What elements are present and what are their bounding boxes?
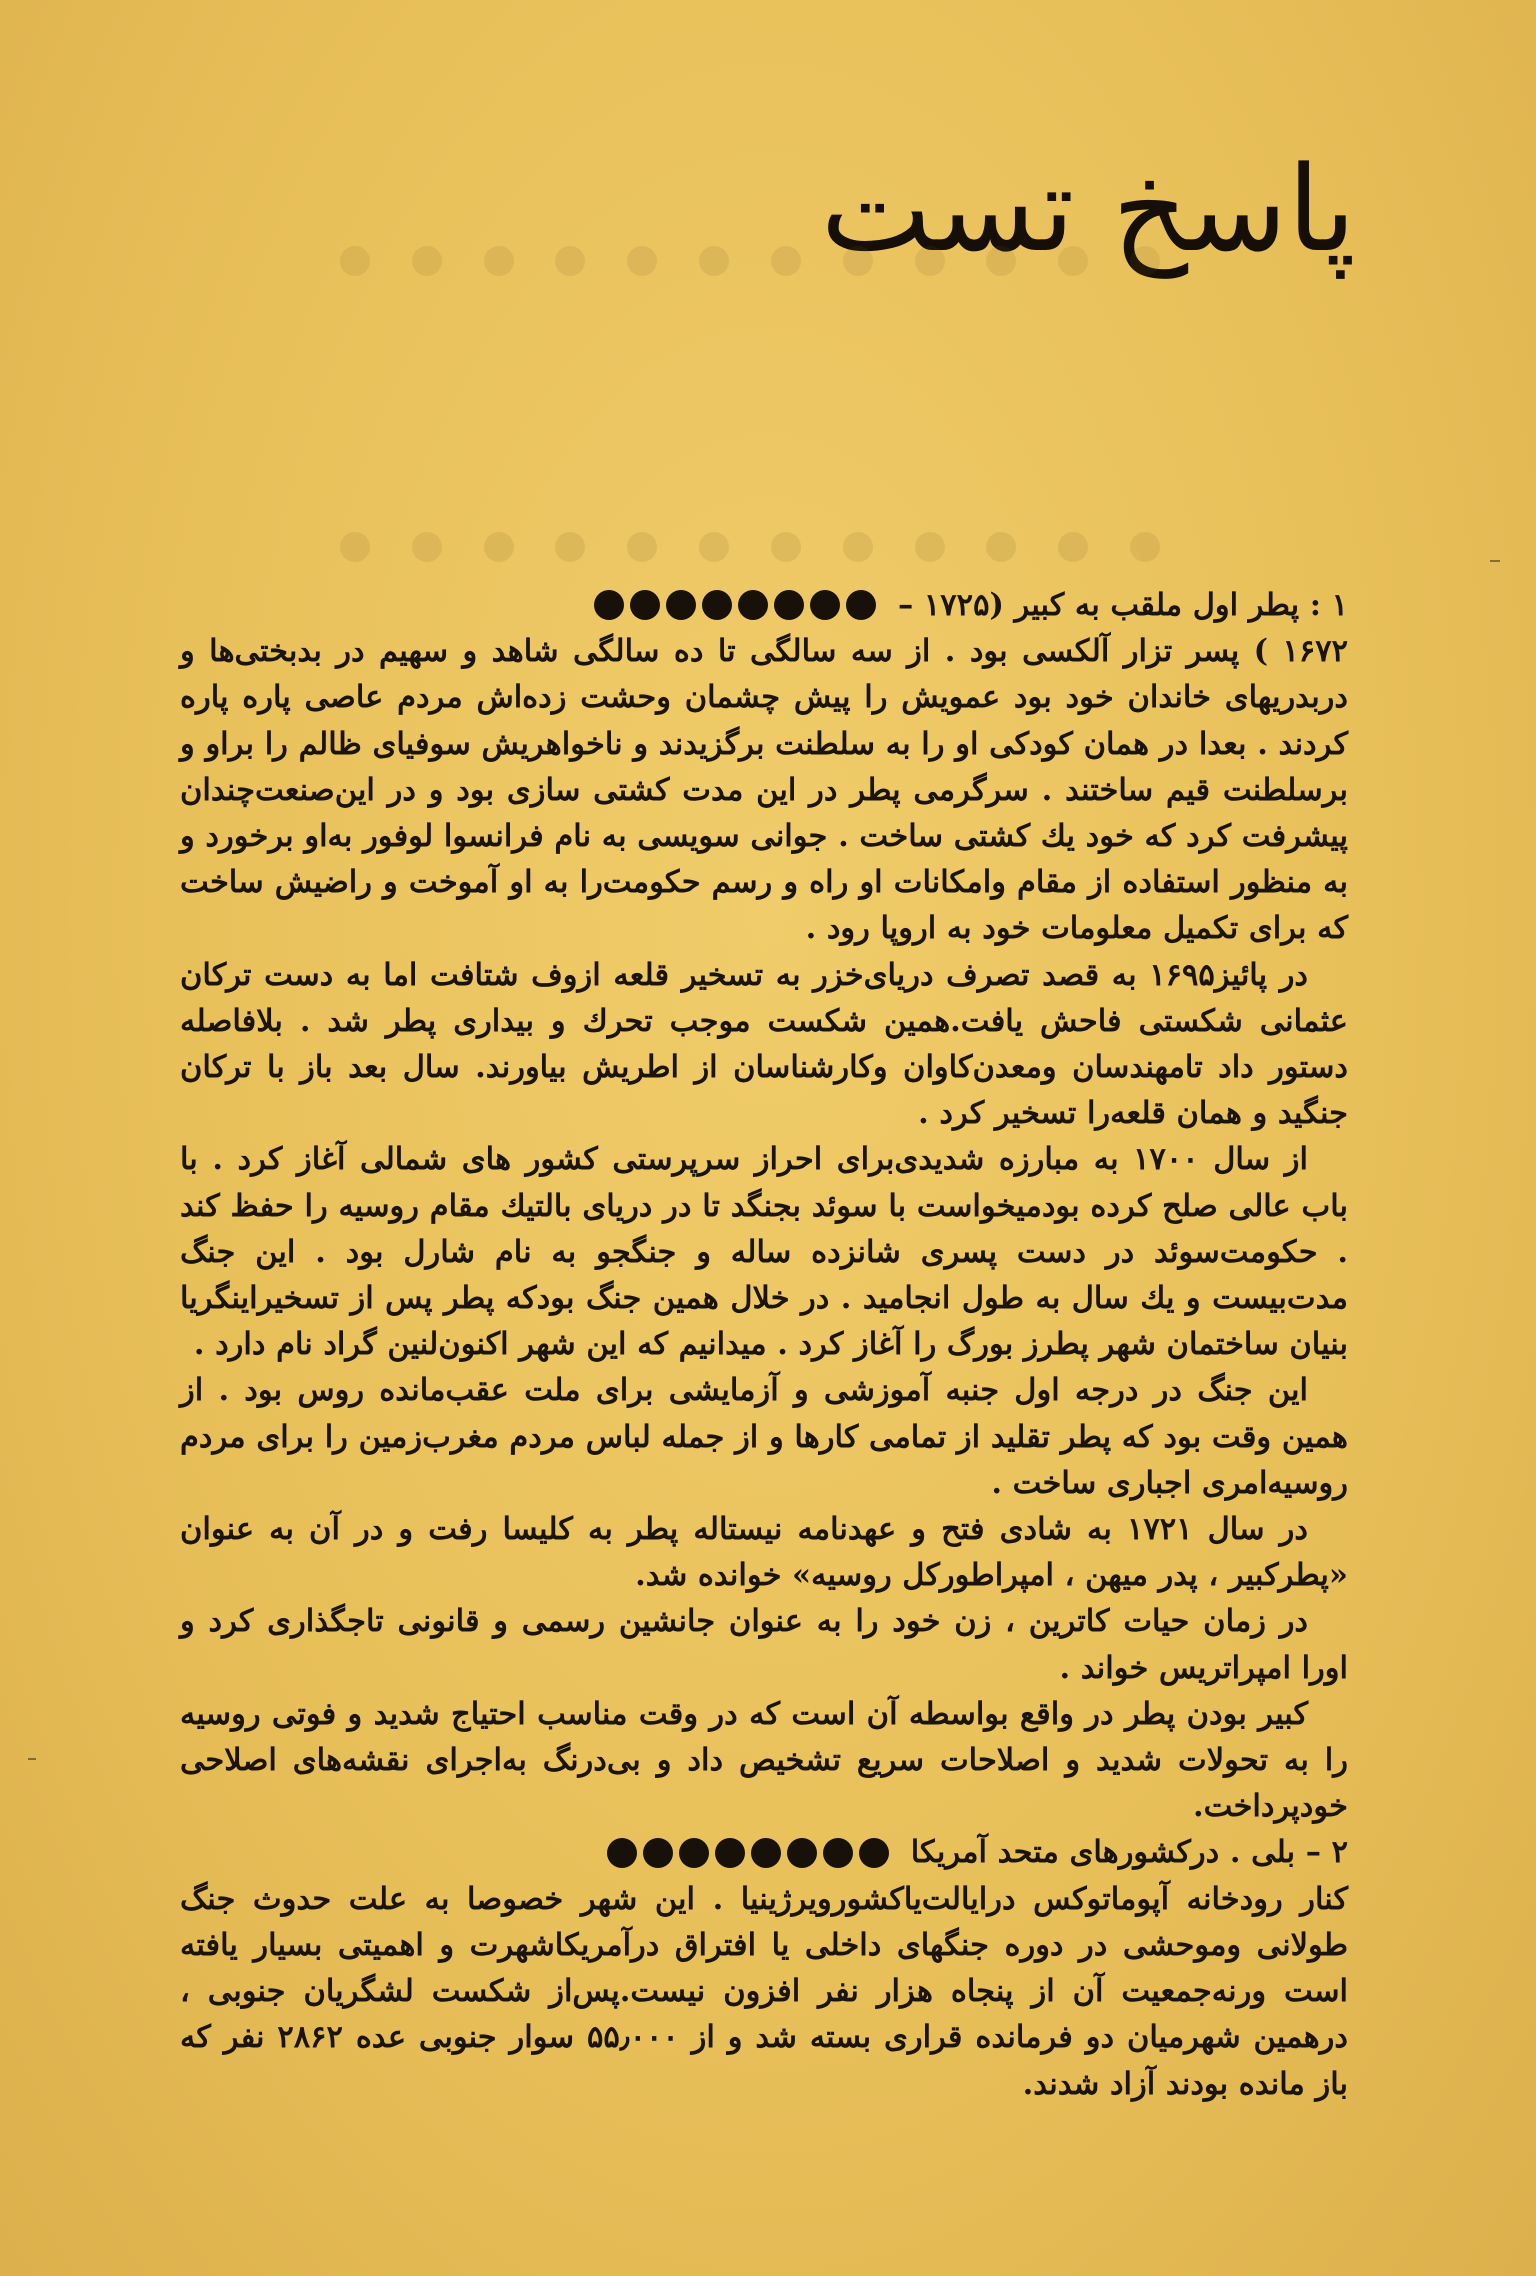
- bullet-dot: [594, 590, 624, 620]
- bullet-dot: [810, 590, 840, 620]
- bullet-dot: [751, 1838, 781, 1868]
- paper-speck: [28, 1758, 36, 1760]
- bullet-dot: [702, 590, 732, 620]
- answer-2-paragraph-1: کنار رودخانه آپوماتوکس درایالت‌یاکشورویرژینیا . این شهر خصوصا به علت حدوث جنگ طولانی وموحشی در دوره جنگهای داخلی یا افتراق درآمریکاشهرت و اهمیتی بسیار یافته است ورنه‌جمعیت آن از پنجاه هزار نفر افزون نیست.پس‌از شکست لشگریان جنوبی ، درهمین شهرمیان دو فرمانده قراری بسته شد و از ۵۵٫۰۰۰ سوار جنوبی عده ۲۸۶۲ نفر که باز مانده بودند آزاد شدند.: [180, 1880, 1348, 2102]
- bullet-dot: [679, 1838, 709, 1868]
- answer-2-heading: [911, 1829, 1348, 1875]
- answer-1-dots: [594, 590, 876, 620]
- bullet-dot: [859, 1838, 889, 1868]
- bullet-dot: [738, 590, 768, 620]
- bullet-dot: [643, 1838, 673, 1868]
- bleed-through-dots: [340, 246, 1160, 280]
- bullet-dot: [787, 1838, 817, 1868]
- bullet-dot: [823, 1838, 853, 1868]
- answer-1-paragraph-6: در زمان حیات کاترین ، زن خود را به عنوان جانشین رسمی و قانونی تاجگذاری کرد و اورا امپراتریس خواند .: [180, 1603, 1348, 1686]
- bullet-dot: [774, 590, 804, 620]
- answer-1-paragraph-5: در سال ۱۷۲۱ به شادی فتح و عهدنامه نیستاله پطر به کلیسا رفت و در آن به عنوان «پطرکبیر ، پدر میهن ، امپراطورکل روسیه» خوانده شد.: [180, 1511, 1348, 1594]
- answer-2-header: [180, 1829, 1348, 1875]
- answer-1-paragraph-1: ۱۶۷۲ ) پسر تزار آلکسی بود . از سه سالگی تا ده سالگی شاهد و سهیم در بدبختی‌ها و دربدریهای خاندان خود بود عمویش را پیش چشمان وحشت زده‌اش مردم عاصی پاره پاره کردند . بعدا در همان کودکی او را به سلطنت برگزیدند و ناخواهریش سوفیای ظالم را براو و برسلطنت قیم ساختند . سرگرمی پطر در این مدت کشتی سازی بود و در این‌صنعت‌چندان پیشرفت کرد که خود یك کشتی ساخت . جوانی سویسی به نام فرانسوا لوفور به‌او برخورد و به منظور استفاده از مقام وامکانات او راه و رسم حکومت‌را به او آموخت و راضیش ساخت که برای تکمیل معلومات خود به اروپا رود .: [180, 633, 1348, 947]
- paper-speck: [1490, 560, 1500, 562]
- answer-1-paragraph-7: کبیر بودن پطر در واقع بواسطه آن است که در وقت مناسب احتیاج شدید و فوتی روسیه را به تحولات شدید و اصلاحات سریع تشخیص داد و بی‌درنگ به‌اجرای نقشه‌های اصلاحی خودپرداخت.: [180, 1695, 1348, 1825]
- answer-2-dots: [607, 1838, 889, 1868]
- page-title: پاسخ تست: [820, 140, 1356, 278]
- answer-2-number: ۲ –: [1305, 1834, 1348, 1871]
- answer-2-heading-text: بلی . درکشورهای متحد آمریکا: [910, 1834, 1296, 1871]
- answer-1-number: ۱ :: [1309, 587, 1348, 623]
- answer-1-header: [180, 582, 1348, 628]
- bullet-dot: [666, 590, 696, 620]
- answer-1-heading: [898, 582, 1348, 628]
- bleed-through-dots: [340, 532, 1160, 566]
- bullet-dot: [846, 590, 876, 620]
- answers-body: [180, 582, 1348, 2107]
- answer-1-paragraph-2: در پائیز۱۶۹۵ به قصد تصرف دریای‌خزر به تسخیر قلعه ازوف شتافت اما به دست ترکان عثمانی شکستی فاحش یافت.همین شکست موجب تحرك و بیداری پطر شد . بلافاصله دستور داد تامهندسان ومعدن‌کاوان وکارشناسان از اطریش بیاورند. سال بعد باز با ترکان جنگید و همان قلعه‌را تسخیر کرد .: [180, 956, 1348, 1132]
- answer-1-paragraph-3: از سال ۱۷۰۰ به مبارزه شدیدی‌برای احراز سرپرستی کشور های شمالی آغاز کرد . با باب عالی صلح کرده بودمیخواست با سوئد بجنگد تا در دریای بالتیك مقام روسیه را حفظ کند . حکومت‌سوئد در دست پسری شانزده ساله و جنگجو به نام شارل بود . این جنگ مدت‌بیست و یك سال به طول انجامید . در خلال همین جنگ بودکه پطر پس از تسخیراینگریا بنیان ساختمان شهر پطرز بورگ را آغاز کرد . میدانیم که این شهر اکنون‌لنین گراد نام دارد .: [180, 1141, 1348, 1363]
- answer-1-paragraph-4: این جنگ در درجه اول جنبه آموزشی و آزمایشی برای ملت عقب‌مانده روس بود . از همین وقت بود که پطر تقلید از تمامی کارها و از جمله لباس مردم مغرب‌زمین را برای مردم روسیه‌امری اجباری ساخت .: [180, 1372, 1348, 1501]
- bullet-dot: [607, 1838, 637, 1868]
- bullet-dot: [630, 590, 660, 620]
- answer-1-heading-text: پطر اول ملقب به کبیر (۱۷۲۵ –: [898, 587, 1300, 623]
- bullet-dot: [715, 1838, 745, 1868]
